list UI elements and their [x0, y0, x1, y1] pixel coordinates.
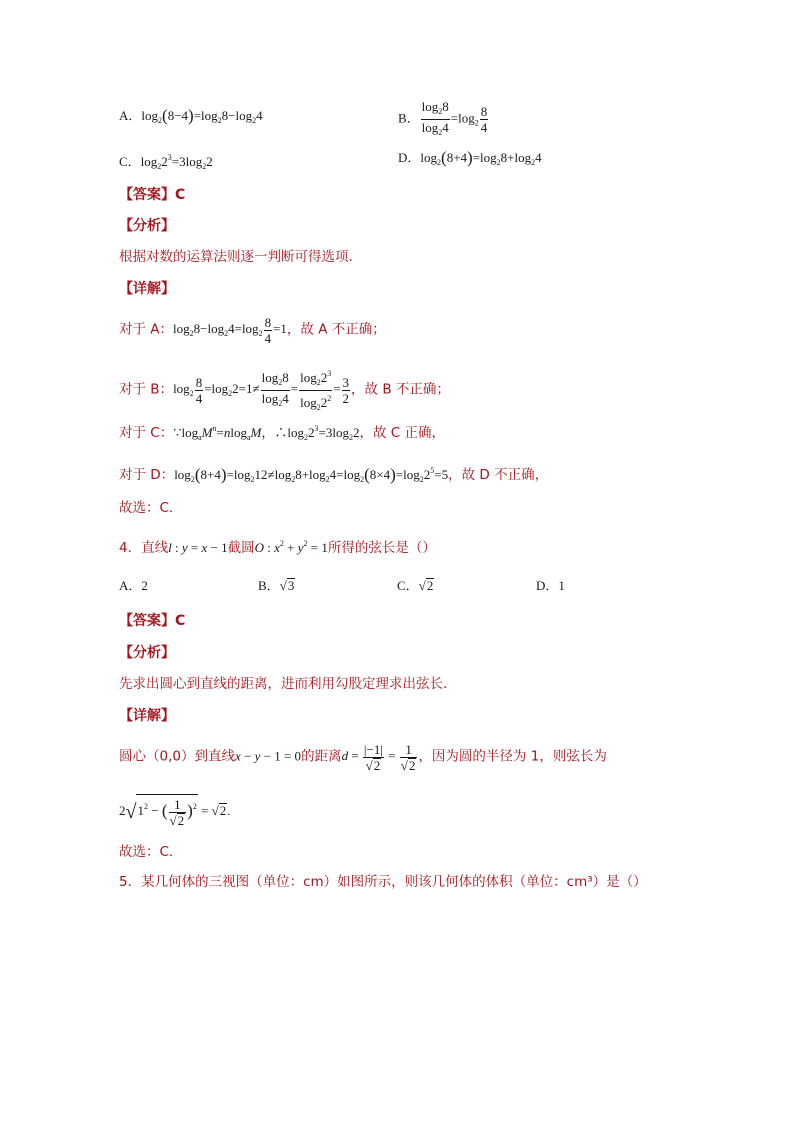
q4-option-b-prefix: B． — [258, 578, 280, 593]
q4-detail-label: 【详解】 — [119, 708, 175, 724]
q3-detail-d: 对于 D：$\log_2(8+4)=\log_212\ne\log_28+\log_24=\log_2(8\times 4)=\log_22^5=5$，故 D 不正确， — [119, 465, 549, 484]
q4-option-b: B．√3 — [258, 578, 295, 593]
q3-detail-d-suffix: ，故 D 不正确， — [448, 467, 549, 483]
q4-conclusion: 故选：C. — [119, 844, 174, 860]
q3-option-d: D．$\log_2(8+4)=\log_28+\log_24$ — [398, 148, 542, 167]
q4-analysis-text: 先求出圆心到直线的距离，进而利用勾股定理求出弦长. — [119, 676, 448, 692]
q3-analysis-text: 根据对数的运算法则逐一判断可得选项. — [119, 249, 353, 265]
q3-detail-b-prefix: 对于 B： — [119, 381, 174, 398]
q3-detail-c-prefix: 对于 C： — [119, 425, 174, 441]
q3-conclusion: 故选：C. — [119, 500, 174, 516]
q4-analysis-label: 【分析】 — [119, 645, 175, 661]
q4-stem-mid2: 所得的弦长是（） — [327, 540, 436, 556]
q4-option-c-prefix: C． — [397, 578, 419, 593]
q3-answer-label: 【答案】C — [119, 187, 186, 203]
q3-option-c: C．$\log_22^3=3\log_22$ — [119, 153, 213, 171]
q4-detail-line: 圆心（0,0）到直线x − y − 1 = 0的距离d = $\frac{|-1|}{√2}$ = $\frac{1}{√2}$ ，因为圆的半径为 1，则弦长为 — [119, 742, 607, 773]
q4-detail-text-2: 的距离 — [301, 748, 342, 765]
q5-stem: 5．某几何体的三视图（单位：cm）如图所示，则该几何体的体积（单位：cm³）是（） — [119, 874, 647, 890]
q3-detail-b-suffix: ，故 B 不正确； — [351, 381, 450, 398]
q3-detail-d-prefix: 对于 D： — [119, 467, 175, 483]
q4-detail-text-3: ，因为圆的半径为 1，则弦长为 — [418, 748, 607, 765]
q4-stem-mid1: 截圆 — [227, 540, 255, 556]
q4-stem: 4．直线l : y = x − 1截圆O : $x^2 + y^2 = 1$所得的弦长是（） — [119, 539, 436, 556]
q4-option-a: A．2 — [119, 578, 148, 593]
q4-option-c: C．√2 — [397, 578, 434, 593]
q3-detail-a-prefix: 对于 A： — [119, 321, 174, 338]
q3-detail-a-suffix: ，故 A 不正确； — [286, 321, 386, 338]
q4-detail-text-1: 圆心（0,0）到直线 — [119, 748, 235, 765]
q3-analysis-label: 【分析】 — [119, 218, 175, 234]
q4-option-d: D．1 — [536, 578, 565, 593]
q3-detail-a: 对于 A：$\log_28-\log_24=\log_2$ $\frac{8}{4}$ =1，故 A 不正确； — [119, 315, 386, 346]
q4-answer-label: 【答案】C — [119, 613, 186, 629]
q4-stem-prefix: 4．直线 — [119, 540, 169, 556]
q4-chord-formula: $2√1^2$ − ( $\frac{1}{√2}$ )$^2$ = √2. — [119, 794, 231, 828]
q3-detail-c-suffix: ，故 C 正确， — [359, 425, 445, 441]
q3-option-b: B． $\frac{\log_28}{\log_24}$ $=\log_2$ $\frac{8}{4}$ — [398, 99, 488, 137]
q3-detail-b: 对于 B：$\log_2$ $\frac{8}{4}$ $=\log_22=1\ne$ $\frac{\log_28}{\log_24}$ = $\frac{\log_22^3}{\log_22^2}$ = $\frac{3}{2}$ ，故 B 不正确； — [119, 366, 450, 415]
q3-option-a: A．$\log_2(8-4)=\log_28-\log_24$ — [119, 106, 263, 125]
q3-detail-c: 对于 C：$\because\log_aM^n=nlog_aM$，$\therefore\log_22^3=3\log_22$，故 C 正确， — [119, 424, 445, 442]
q3-detail-label: 【详解】 — [119, 281, 175, 297]
